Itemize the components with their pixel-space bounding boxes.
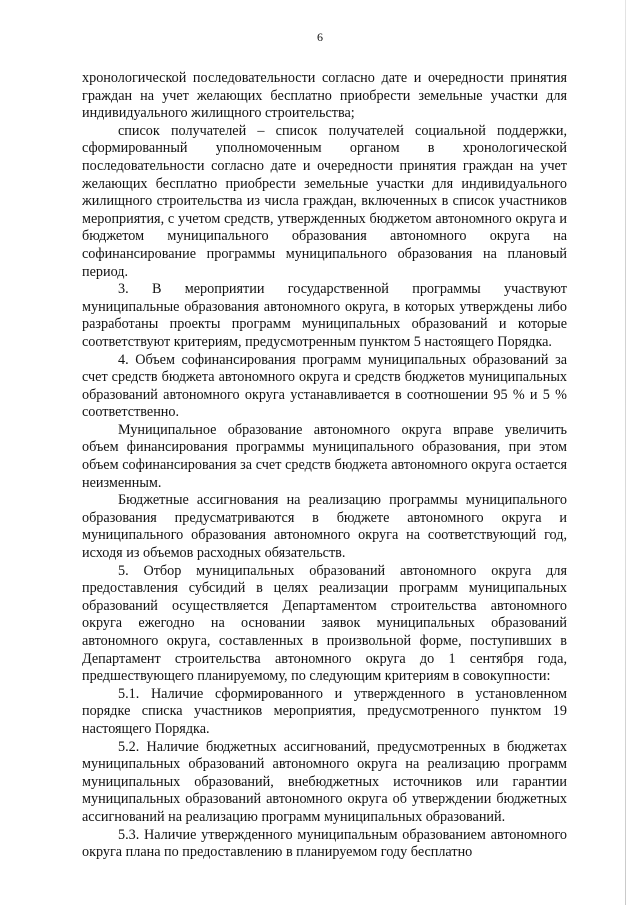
paragraph-item-4: 4. Объем софинансирования программ муниципальных образований за счет средств бюджета автономного округа и средств бюджетов муниципальных образований автономного округа устанавливается в соотношении 95 % и 5 % соответственно. xyxy=(82,351,567,421)
paragraph-continuation-date-order: хронологической последовательности согласно дате и очередности принятия граждан на учет желающих бесплатно приобрести земельные участки для индивидуального жилищного строительства; xyxy=(82,70,567,122)
paragraph-item-5-1: 5.1. Наличие сформированного и утвержденного в установленном порядке списка участников мероприятия, предусмотренного пунктом 19 настоящего Порядка. xyxy=(82,685,567,737)
scan-edge-line xyxy=(625,0,626,905)
paragraph-increase-financing: Муниципальное образование автономного округа вправе увеличить объем финансирования программы муниципального образования, при этом объем софинансирования за счет средств бюджета автономного округа остается неизменным. xyxy=(82,421,567,491)
paragraph-item-5-2: 5.2. Наличие бюджетных ассигнований, предусмотренных в бюджетах муниципальных образований автономного округа на реализацию программ муниципальных образований, внебюджетных источников или гарантии муниципальных образований автономного округа об утверждении бюджетных ассигнований на реализацию программ муниципальных образований. xyxy=(82,738,567,825)
paragraph-item-5-3: 5.3. Наличие утвержденного муниципальным образованием автономного округа плана по предоставлению в планируемом году бесплатно xyxy=(82,826,567,861)
paragraph-item-3: 3. В мероприятии государственной программы участвуют муниципальные образования автономного округа, в которых утверждены либо разработаны проекты программ муниципальных образований и которые соответствуют критериям, предусмотренным пунктом 5 настоящего Порядка. xyxy=(82,281,567,350)
page-number: 6 xyxy=(317,30,323,44)
document-body xyxy=(82,70,567,862)
paragraph-item-5: 5. Отбор муниципальных образований автономного округа для предоставления субсидий в целях реализации программ муниципальных образований осуществляется Департаментом строительства автономного округа ежегодно на основании заявок муниципальных образований автономного округа, составленных в произвольной форме, поступивших в Департамент строительства автономного округа до 1 сентября года, предшествующего планируемому, по следующим критериям в совокупности: xyxy=(82,562,567,685)
paragraph-budget-allocations: Бюджетные ассигнования на реализацию программы муниципального образования предусматриваются в бюджете автономного округа и муниципального образования автономного округа на соответствующий год, исходя из объемов расходных обязательств. xyxy=(82,492,567,562)
paragraph-recipients-list: список получателей – список получателей социальной поддержки, сформированный уполномоченным органом в хронологической последовательности согласно дате и очередности принятия граждан на учет желающих бесплатно приобрести земельные участки для индивидуального жилищного строительства из числа граждан, включенных в список участников мероприятия, с учетом средств, утвержденных бюджетом автономного округа и бюджетом муниципального образования автономного округа на софинансирование программы муниципального образования на плановый период. xyxy=(82,122,567,280)
